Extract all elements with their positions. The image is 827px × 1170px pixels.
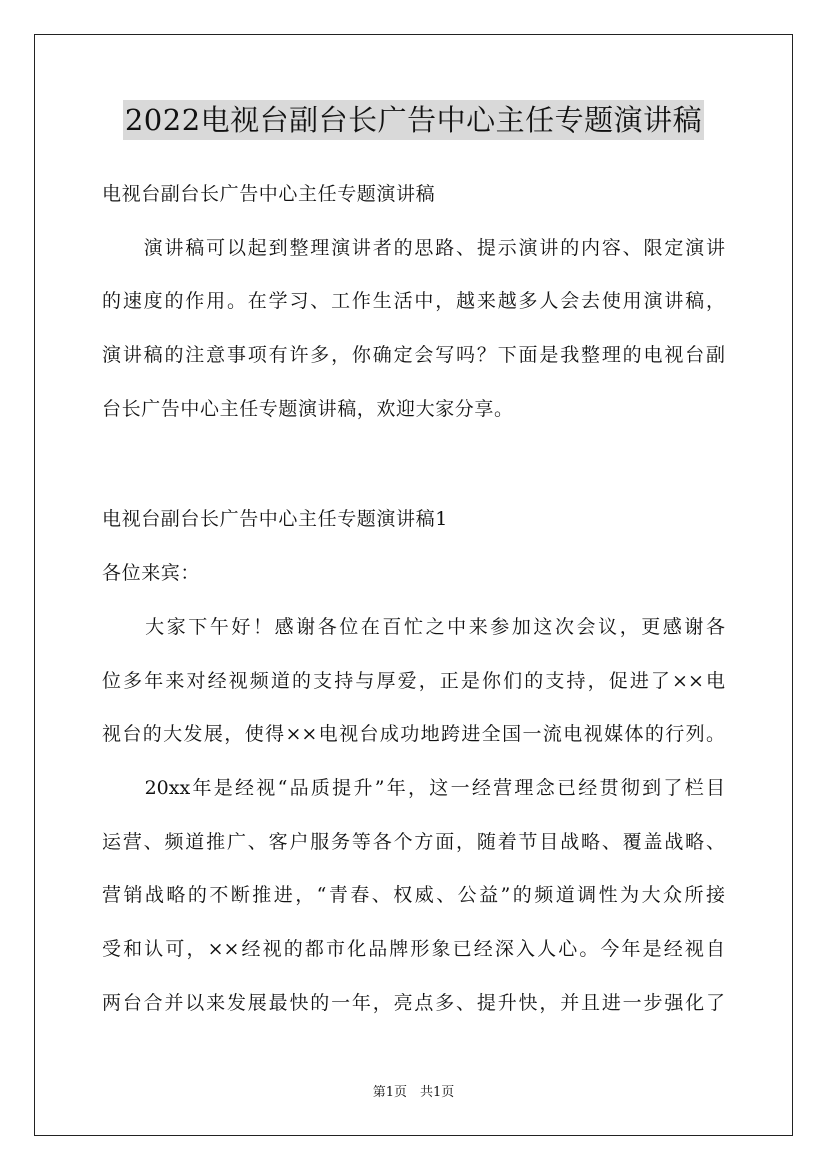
- intro-line-1: 演讲稿可以起到整理演讲者的思路、提示演讲的内容、限定演讲: [102, 237, 725, 259]
- section-heading: 电视台副台长广告中心主任专题演讲稿1: [102, 508, 448, 530]
- page-footer: 第1页 共1页: [372, 1085, 455, 1100]
- title-wrap: [0, 100, 827, 140]
- body-line-2: 位多年来对经视频道的支持与厚爱，正是你们的支持，促进了××电: [102, 670, 725, 692]
- body-line-3: 视台的大发展，使得××电视台成功地跨进全国一流电视媒体的行列。: [102, 723, 725, 745]
- intro-line-4: 台长广告中心主任专题演讲稿，欢迎大家分享。: [102, 398, 514, 420]
- greeting: 各位来宾：: [102, 562, 201, 584]
- body-line-1: 大家下午好！感谢各位在百忙之中来参加这次会议，更感谢各: [102, 616, 725, 638]
- body-line-4: 20xx年是经视“品质提升”年，这一经营理念已经贯彻到了栏目: [102, 777, 725, 799]
- document-subtitle: 电视台副台长广告中心主任专题演讲稿: [102, 183, 436, 205]
- document-title: 2022电视台副台长广告中心主任专题演讲稿: [123, 100, 704, 140]
- body-line-6: 营销战略的不断推进，“青春、权威、公益”的频道调性为大众所接: [102, 884, 725, 906]
- body-line-5: 运营、频道推广、客户服务等各个方面，随着节目战略、覆盖战略、: [102, 831, 725, 853]
- body-line-7: 受和认可，××经视的都市化品牌形象已经深入人心。今年是经视自: [102, 938, 725, 960]
- intro-line-2: 的速度的作用。在学习、工作生活中，越来越多人会去使用演讲稿，: [102, 290, 725, 312]
- body-line-8: 两台合并以来发展最快的一年，亮点多、提升快，并且进一步强化了: [102, 992, 725, 1014]
- intro-line-3: 演讲稿的注意事项有许多，你确定会写吗？下面是我整理的电视台副: [102, 344, 725, 366]
